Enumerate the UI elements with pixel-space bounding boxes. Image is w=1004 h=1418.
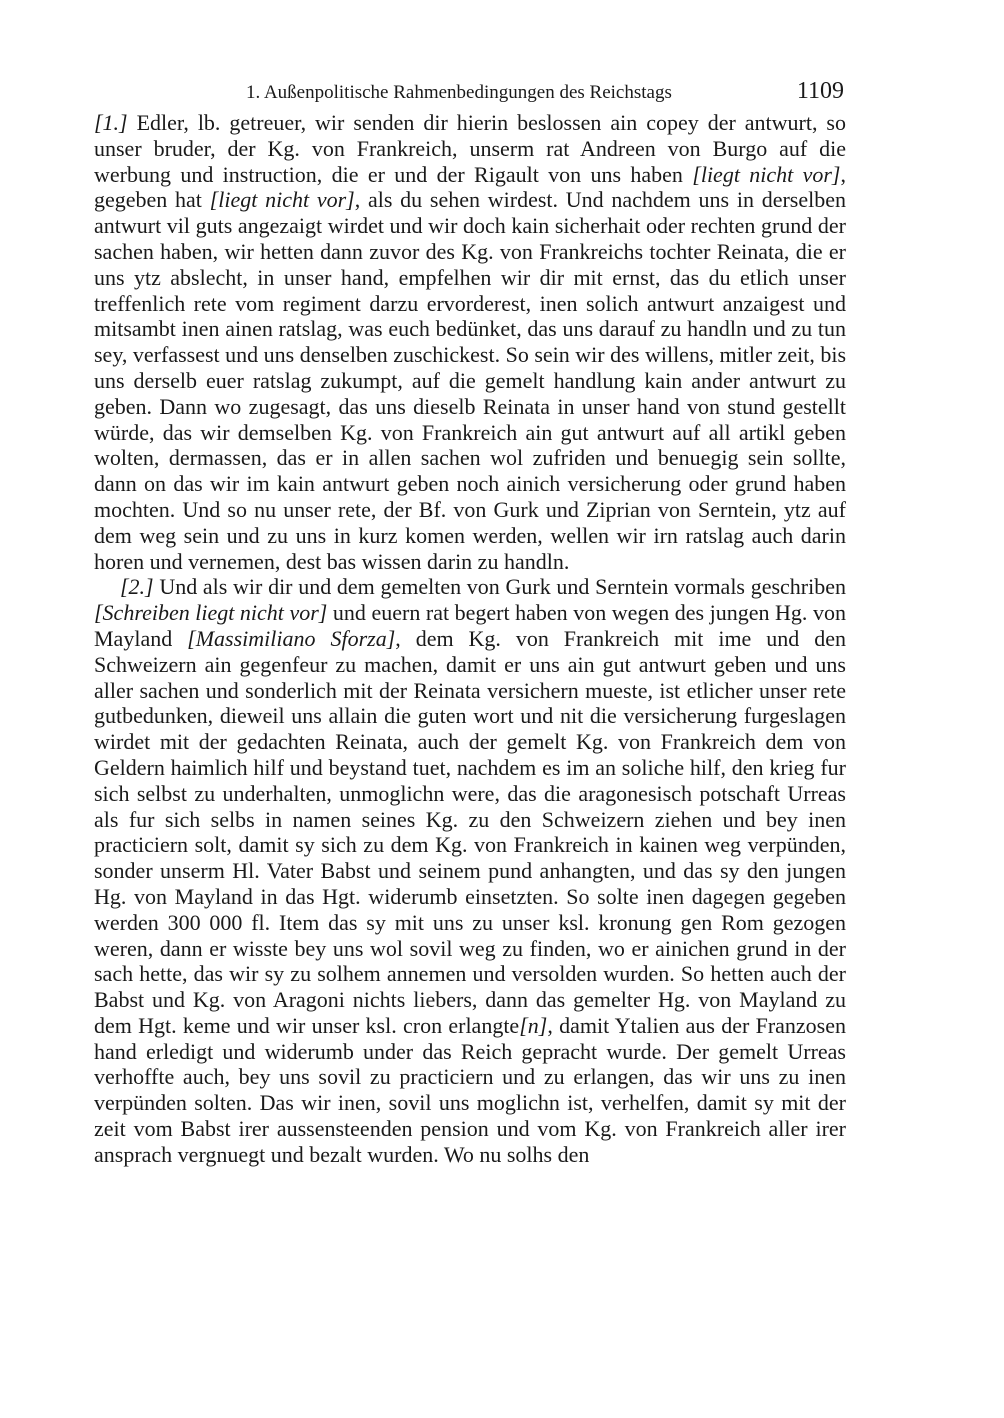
paragraph-marker: [2.] xyxy=(120,574,154,600)
paragraph-text: Und als wir dir und dem gemelten von Gurk und Serntein vormals geschriben xyxy=(153,574,846,600)
paragraph-text: , dem Kg. von Frankreich mit ime und den Schweizern ain gegenfeur zu machen, damit er uns ain gut antwurt geben und uns aller sachen und sonderlich mit der Reinata versichern mueste, ist etlicher unser rete gutbedunken, dieweil uns allain die guten wort und nit die versicherung furgeslagen wirdet mit der gedachten Reinata, auch der gemelt Kg. von Frankreich dem von Geldern haimlich hilf und beystand tuet, nachdem es im an soliche hilf, den krieg fur sich selbst zu underhalten, unmoglichn were, das die aragonesisch potschaft Urreas als fur sich selbs in namen seines Kg. zu den Schweizern ziehen und bey inen practiciern solt, damit sy sich zu dem Kg. von Frankreich in kainen weg verpünden, sonder unserm Hl. Vater Babst und seinem pund anhangten, und das sy den jungen Hg. von Mayland in das Hgt. widerumb einsetzten. So solte inen dagegen gegeben werden 300 000 fl. Item das sy mit uns zu unser ksl. kronung gen Rom gezogen weren, dann er wisste bey uns wol sovil weg zu finden, wo er ainichen grund in der sach hette, das wir sy zu solhem annemen und versolden wurden. So hetten auch der Babst und Kg. von Aragoni nichts liebers, dann das gemelter Hg. von Mayland zu dem Hgt. keme und wir unser ksl. cron erlangte xyxy=(94,625,846,1038)
footnote-marker: [n] xyxy=(519,1012,548,1038)
editorial-note: [Schreiben liegt nicht vor] xyxy=(94,600,328,626)
paragraph-2 xyxy=(94,574,846,1167)
page-number: 1109 xyxy=(796,78,844,104)
paragraph-marker: [1.] xyxy=(94,110,128,135)
editorial-note: [Massimiliano Sforza] xyxy=(187,625,396,651)
paragraph-text: , als du sehen wirdest. Und nachdem uns in derselben antwurt vil guts angezaigt wirdet und wir doch kain sicherhait oder rechten grund der sachen haben, wir hetten dann zuvor des Kg. von Frankreichs tochter Reinata, die er uns ytz abslecht, in unser hand, empfelhen wir dir mit ernst, das du etlich unser treffenlich rete vom regiment darzu ervorderest, inen solich antwurt anzaigest und mitsambt inen ainen ratslag, was euch bedünket, das uns darauf zu handln und zu tun sey, verfassest und uns denselben zuschickest. So sein wir des willens, mitler zeit, bis uns derselb euer ratslag zukumpt, auf die gemelt handlung kain ander antwurt zu geben. Dann wo zugesagt, das uns dieselb Reinata in unser hand von stund gestellt würde, das wir demselben Kg. von Frankreich ain gut antwurt auf all artikl geben wolten, dermassen, das er in allen sachen wol zufriden und benuegig sein sollte, dann on das wir im kain antwurt geben noch ainich versicherung oder grund haben mochten. Und so nu unser rete, der Bf. von Gurk und Ziprian von Serntein, ytz auf dem weg sein und zu uns in kurz komen werden, wellen wir irn ratslag auch darin horen und vernemen, dest bas wissen darin zu handln. xyxy=(94,187,847,574)
paragraph-text: , gegeben hat xyxy=(94,161,846,213)
editorial-note: [liegt nicht vor] xyxy=(692,161,841,187)
running-head xyxy=(94,78,846,110)
paragraph-text: Edler, lb. getreuer, wir senden dir hierin beslossen ain copey der antwurt, so unser bruder, der Kg. von Frankreich, unserm rat Andreen von Burgo auf die werbung und instruction, die er und der Rigault von uns haben xyxy=(94,110,846,187)
document-body xyxy=(94,110,846,1168)
paragraph-text: und euern rat begert haben von wegen des jungen Hg. von Mayland xyxy=(94,600,846,651)
running-head-title: 1. Außenpolitische Rahmenbedingungen des Reichstags xyxy=(246,82,672,103)
document-page xyxy=(94,78,846,1168)
editorial-note: [liegt nicht vor] xyxy=(209,187,355,213)
paragraph-text: , damit Ytalien aus der Franzosen hand erledigt und widerumb under das Reich gepracht wurde. Der gemelt Urreas verhoffte auch, bey uns sovil zu practiciern und zu erlangen, das wir uns zu inen verpünden solten. Das wir inen, sovil uns moglichn ist, verhelfen, damit sy mit der zeit vom Babst irer aussensteenden pension und vom Kg. von Frankreich aller irer ansprach vergnuegt und bezalt wurden. Wo nu solhs den xyxy=(94,1012,847,1167)
paragraph-1 xyxy=(94,110,846,574)
